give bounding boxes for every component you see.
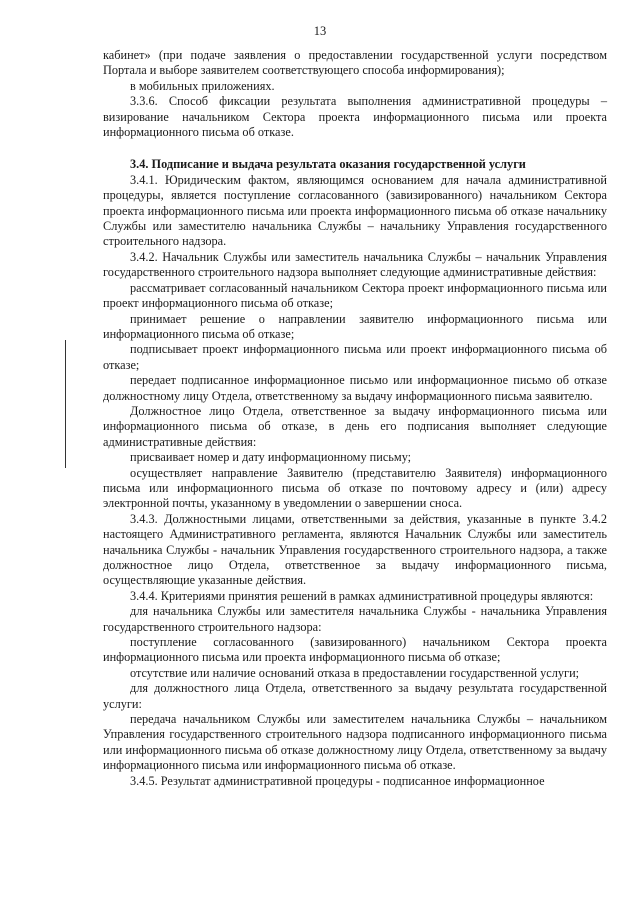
section-heading: 3.4. Подписание и выдача результата оказания государственной услуги — [130, 157, 526, 172]
paragraph: поступление согласованного (завизированного) начальником Сектора проекта информационного письма или проекта информационного письма об отказе; — [103, 635, 607, 665]
paragraph: 3.4.2. Начальник Службы или заместитель начальника Службы – начальник Управления государственного строительного надзора выполняет следующие административные действия: — [103, 249, 607, 280]
paragraph: 3.4.1. Юридическим фактом, являющимся основанием для начала административной процедуры, является поступление согласованного (завизированного) начальником Сектора проекта информационного письма или проекта информационного письма об отказе начальнику Службы или заместителю начальника Службы – начальнику Управления государственного строительного надзора. — [103, 172, 607, 249]
paragraph: подписывает проект информационного письма или проект информационного письма об отказе; — [103, 342, 607, 372]
paragraph: для начальника Службы или заместителя начальника Службы - начальника Управления государственного строительного надзора: — [103, 604, 607, 634]
paragraph: отсутствие или наличие оснований отказа в предоставлении государственной услуги; — [130, 665, 580, 680]
paragraph: для должностного лица Отдела, ответственного за выдачу результата государственной услуги: — [103, 681, 607, 711]
page-number: 13 — [313, 24, 327, 38]
paragraph: осуществляет направление Заявителю (представителю Заявителя) информационного письма или информационного письма об отказе по почтовому адресу и (или) адресу электронной почты, указанному в уведомлении о завершении сноса. — [103, 465, 607, 511]
paragraph: 3.4.5. Результат административной процедуры - подписанное информационное — [130, 773, 545, 788]
paragraph: 3.3.6. Способ фиксации результата выполнения административной процедуры – визирование начальником Сектора проекта информационного письма или проекта информационного письма об отказе. — [103, 94, 607, 140]
paragraph: передает подписанное информационное письмо или информационное письмо об отказе должностному лицу Отдела, ответственному за выдачу информационного письма заявителю. — [103, 373, 607, 403]
page-body — [103, 48, 607, 789]
paragraph: передача начальником Службы или заместителем начальника Службы – начальником Управления государственного строительного надзора подписанного информационного письма или информационного письма об отказе должностному лицу Отдела, ответственному за выдачу информационного письма или информационного письма об отказе. — [103, 712, 607, 773]
paragraph: кабинет» (при подаче заявления о предоставлении государственной услуги посредством Портала и выборе заявителем соответствующего способа информирования); — [103, 48, 607, 78]
paragraph: в мобильных приложениях. — [130, 78, 275, 93]
paragraph: 3.4.3. Должностными лицами, ответственными за действия, указанные в пункте 3.4.2 настоящего Административного регламента, являются Начальник Службы или заместитель начальника Службы - начальник Управления государственного строительного надзора, а также должностное лицо Отдела, ответственное за выдачу информационного письма, осуществляющие указанные действия. — [103, 511, 607, 588]
margin-revision-bar — [65, 340, 66, 468]
paragraph: Должностное лицо Отдела, ответственное за выдачу информационного письма или информационного письма об отказе, в день его подписания выполняет следующие административные действия: — [103, 403, 607, 449]
paragraph: рассматривает согласованный начальником Сектора проект информационного письма или проект информационного письма об отказе; — [103, 280, 607, 311]
paragraph: 3.4.4. Критериями принятия решений в рамках административной процедуры являются: — [130, 588, 594, 603]
paragraph: присваивает номер и дату информационному письму; — [130, 450, 412, 465]
paragraph: принимает решение о направлении заявителю информационного письма или информационного письма об отказе; — [103, 311, 607, 341]
